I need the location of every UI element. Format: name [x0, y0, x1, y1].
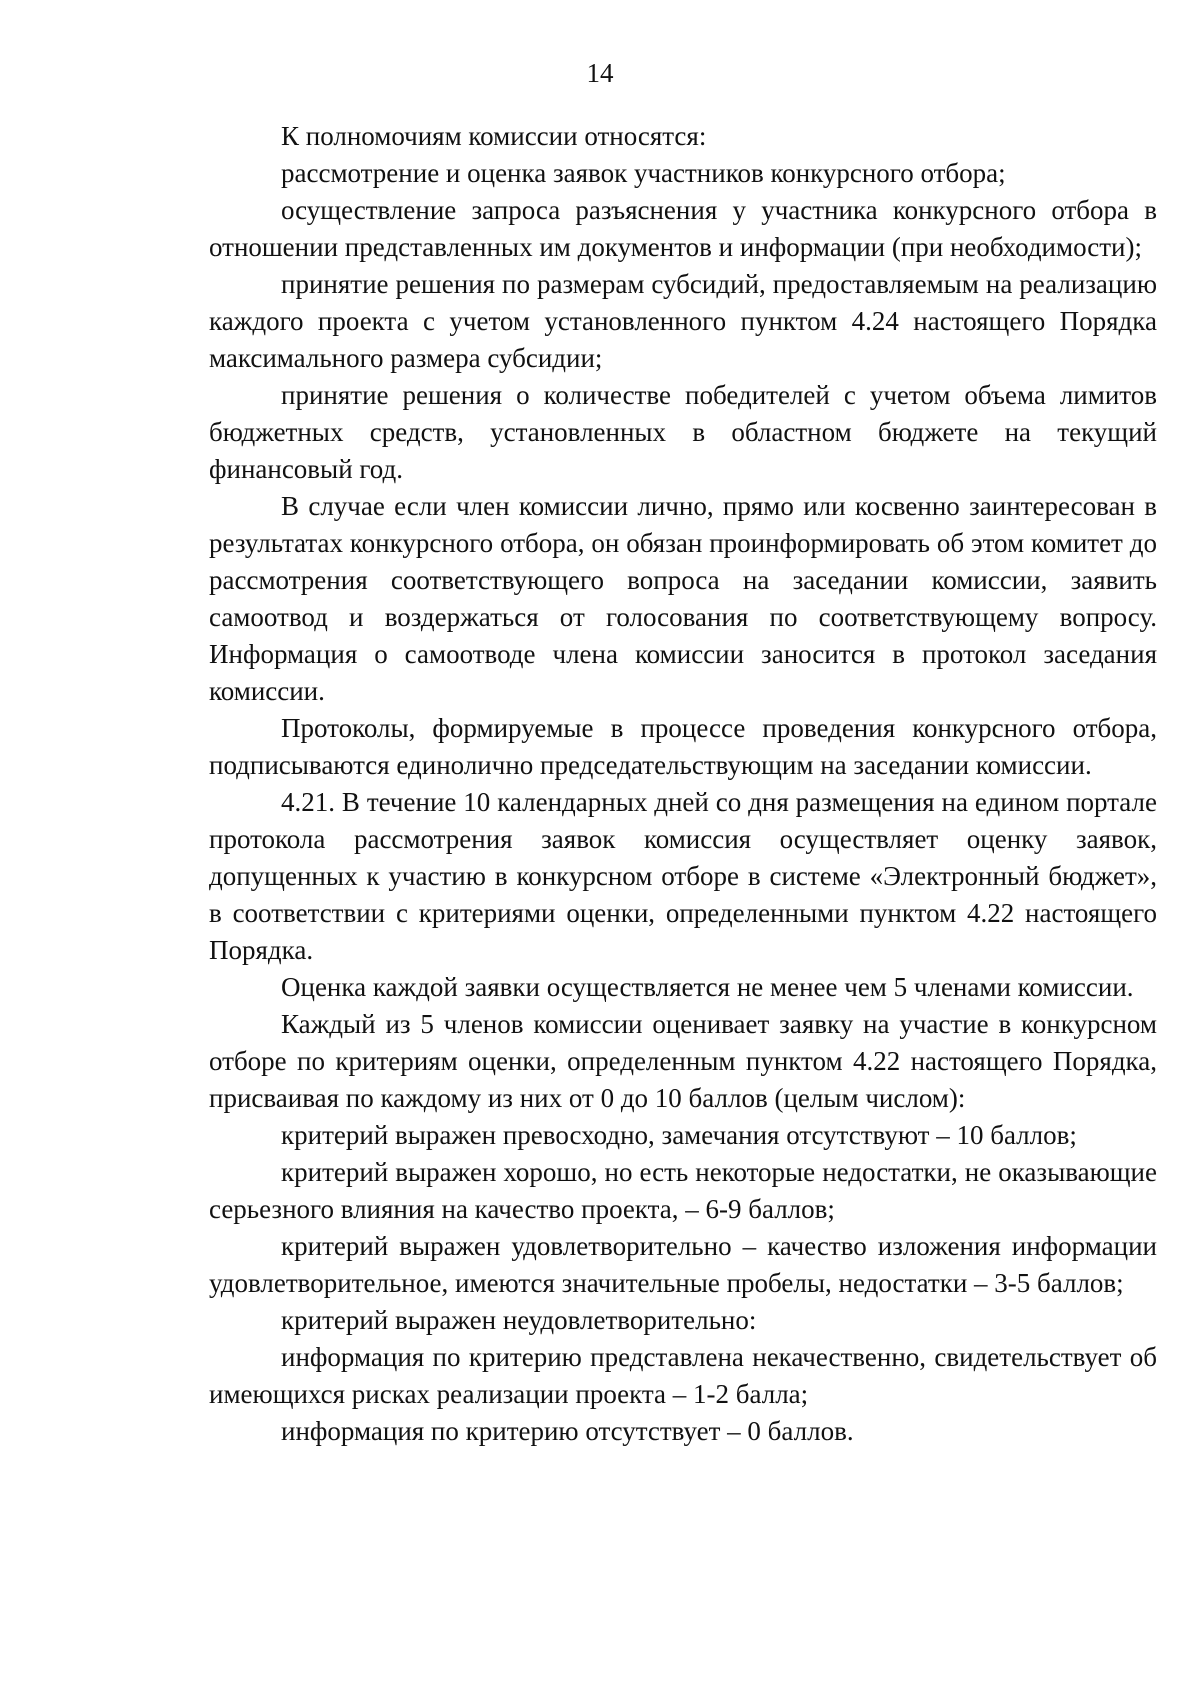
paragraph-score-absent: информация по критерию отсутствует – 0 баллов. [281, 1416, 854, 1446]
paragraph-score-poor-quality: информация по критерию представлена некачественно, свидетельствует об имеющихся рисках реализации проекта – 1-2 балла; [209, 1342, 1157, 1409]
paragraph-protocols-signing: Протоколы, формируемые в процессе проведения конкурсного отбора, подписываются единолично председательствующим на заседании комиссии. [209, 713, 1157, 780]
document-body [209, 118, 1157, 1450]
paragraph-evaluators-count: Оценка каждой заявки осуществляется не менее чем 5 членами комиссии. [281, 972, 1134, 1002]
paragraph-score-excellent: критерий выражен превосходно, замечания отсутствуют – 10 баллов; [281, 1120, 1077, 1150]
paragraph-winners-count-decision: принятие решения о количестве победителей с учетом объема лимитов бюджетных средств, установленных в областном бюджете на текущий финансовый год. [209, 380, 1157, 484]
paragraph-4-21-evaluation: 4.21. В течение 10 календарных дней со дня размещения на едином портале протокола рассмотрения заявок комиссия осуществляет оценку заявок, допущенных к участию в конкурсном отборе в системе «Электронный бюджет», в соответствии с критериями оценки, определенными пунктом 4.22 настоящего Порядка. [209, 787, 1157, 965]
paragraph-conflict-of-interest: В случае если член комиссии лично, прямо или косвенно заинтересован в результатах конкурсного отбора, он обязан проинформировать об этом комитет до рассмотрения соответствующего вопроса на заседании комиссии, заявить самоотвод и воздержаться от голосования по соответствующему вопросу. Информация о самоотводе члена комиссии заносится в протокол заседания комиссии. [209, 491, 1157, 706]
paragraph-score-unsatisfactory: критерий выражен неудовлетворительно: [281, 1305, 757, 1335]
paragraph-clarification-request: осуществление запроса разъяснения у участника конкурсного отбора в отношении представленных им документов и информации (при необходимости); [209, 195, 1157, 262]
paragraph-score-satisfactory: критерий выражен удовлетворительно – качество изложения информации удовлетворительное, имеются значительные пробелы, недостатки – 3-5 баллов; [209, 1231, 1157, 1298]
paragraph-review-applications: рассмотрение и оценка заявок участников конкурсного отбора; [281, 158, 1006, 188]
paragraph-scoring-rules: Каждый из 5 членов комиссии оценивает заявку на участие в конкурсном отборе по критериям оценки, определенным пунктом 4.22 настоящего Порядка, присваивая по каждому из них от 0 до 10 баллов (целым числом): [209, 1009, 1157, 1113]
page-number: 14 [586, 58, 614, 88]
paragraph-subsidy-size-decision: принятие решения по размерам субсидий, предоставляемым на реализацию каждого проекта с учетом установленного пунктом 4.24 настоящего Порядка максимального размера субсидии; [209, 269, 1157, 373]
paragraph-score-good: критерий выражен хорошо, но есть некоторые недостатки, не оказывающие серьезного влияния на качество проекта, – 6-9 баллов; [209, 1157, 1157, 1224]
paragraph-commission-powers-intro: К полномочиям комиссии относятся: [281, 121, 707, 151]
